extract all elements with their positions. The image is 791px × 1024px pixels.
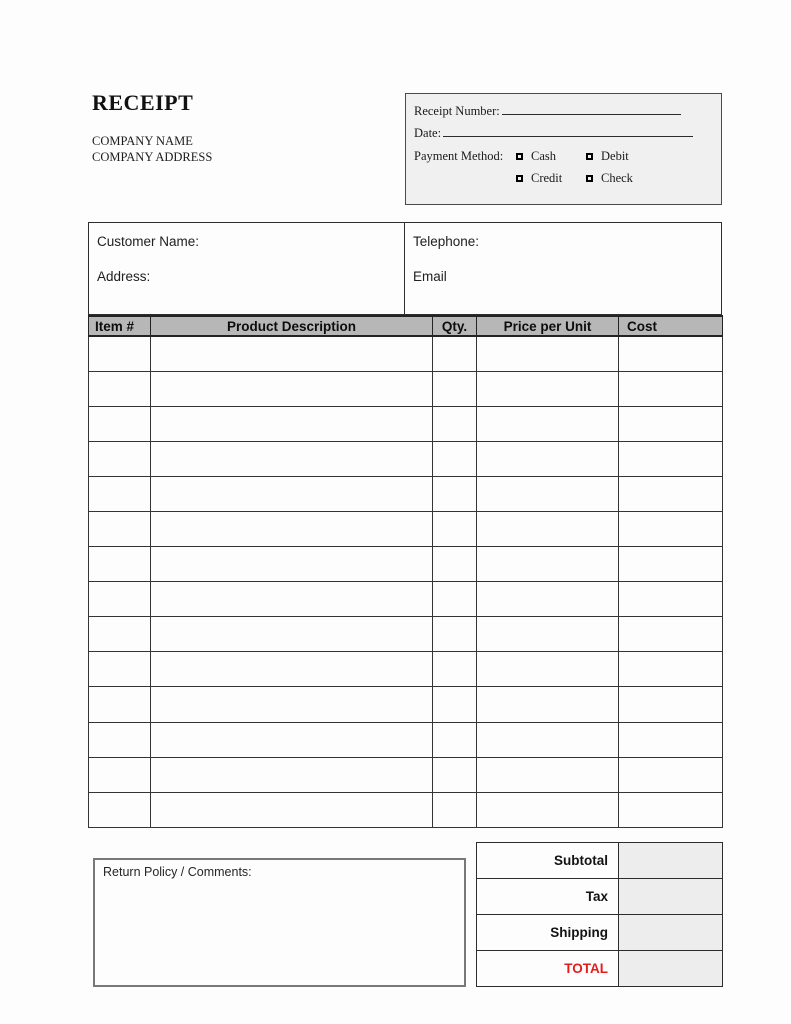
item-row — [89, 371, 723, 406]
item-cell[interactable] — [89, 617, 151, 652]
date-row — [414, 123, 711, 145]
total-label-tax: Tax — [477, 879, 619, 915]
item-cell[interactable] — [619, 757, 723, 792]
debit-label: Debit — [601, 148, 629, 163]
column-header-product-description: Product Description — [151, 316, 433, 336]
payment-option-check — [586, 171, 633, 186]
customer-address-label: Address: — [97, 269, 151, 284]
item-cell[interactable] — [433, 652, 477, 687]
total-label-subtotal: Subtotal — [477, 843, 619, 879]
items-table — [88, 315, 723, 828]
item-cell[interactable] — [89, 722, 151, 757]
totals-row-tax — [477, 879, 723, 915]
total-value-cell[interactable] — [619, 843, 723, 879]
debit-checkbox-icon[interactable] — [586, 153, 593, 160]
item-cell[interactable] — [89, 336, 151, 371]
item-cell[interactable] — [619, 617, 723, 652]
item-cell[interactable] — [151, 652, 433, 687]
item-cell[interactable] — [151, 687, 433, 722]
item-cell[interactable] — [619, 547, 723, 582]
item-cell[interactable] — [89, 441, 151, 476]
item-cell[interactable] — [477, 617, 619, 652]
item-cell[interactable] — [151, 582, 433, 617]
payment-method-row-2 — [414, 167, 711, 189]
item-cell[interactable] — [477, 476, 619, 511]
item-cell[interactable] — [151, 792, 433, 827]
payment-method-label: Payment Method: — [414, 148, 504, 163]
item-cell[interactable] — [433, 792, 477, 827]
receipt-number-row — [414, 101, 711, 123]
item-row — [89, 582, 723, 617]
customer-left-cell[interactable] — [89, 223, 405, 314]
item-cell[interactable] — [433, 582, 477, 617]
item-row — [89, 336, 723, 371]
item-row — [89, 757, 723, 792]
total-value-cell[interactable] — [619, 915, 723, 951]
item-cell[interactable] — [619, 441, 723, 476]
item-cell[interactable] — [433, 371, 477, 406]
item-cell[interactable] — [89, 792, 151, 827]
totals-row-shipping — [477, 915, 723, 951]
item-cell[interactable] — [619, 687, 723, 722]
item-cell[interactable] — [619, 582, 723, 617]
item-cell[interactable] — [151, 336, 433, 371]
item-cell[interactable] — [151, 617, 433, 652]
item-cell[interactable] — [89, 757, 151, 792]
item-cell[interactable] — [433, 617, 477, 652]
item-cell[interactable] — [477, 722, 619, 757]
item-cell[interactable] — [477, 371, 619, 406]
item-cell[interactable] — [619, 511, 723, 546]
page-title: RECEIPT — [92, 90, 194, 115]
company-block — [92, 133, 212, 165]
item-cell[interactable] — [433, 547, 477, 582]
item-row — [89, 476, 723, 511]
item-cell[interactable] — [477, 511, 619, 546]
total-value-cell[interactable] — [619, 879, 723, 915]
credit-label: Credit — [531, 170, 563, 185]
column-header-item-: Item # — [89, 316, 151, 336]
item-cell[interactable] — [89, 547, 151, 582]
check-label: Check — [601, 170, 633, 185]
date-blank-line[interactable] — [443, 123, 693, 137]
item-row — [89, 687, 723, 722]
item-cell[interactable] — [477, 547, 619, 582]
total-label-total: TOTAL — [477, 951, 619, 987]
item-row — [89, 511, 723, 546]
company-address: COMPANY ADDRESS — [92, 150, 213, 164]
item-cell[interactable] — [433, 757, 477, 792]
payment-option-debit — [586, 149, 629, 164]
cash-label: Cash — [531, 148, 556, 163]
email-label: Email — [413, 269, 447, 284]
item-cell[interactable] — [151, 547, 433, 582]
item-row — [89, 652, 723, 687]
customer-name-label: Customer Name: — [97, 234, 200, 249]
item-row — [89, 722, 723, 757]
item-cell[interactable] — [477, 336, 619, 371]
item-row — [89, 406, 723, 441]
item-row — [89, 547, 723, 582]
item-cell[interactable] — [89, 582, 151, 617]
item-cell[interactable] — [151, 511, 433, 546]
totals-row-subtotal — [477, 843, 723, 879]
customer-right-cell[interactable] — [405, 223, 721, 314]
item-cell[interactable] — [433, 406, 477, 441]
telephone-label: Telephone: — [413, 234, 480, 249]
item-cell[interactable] — [477, 582, 619, 617]
item-cell[interactable] — [151, 441, 433, 476]
cash-checkbox-icon[interactable] — [516, 153, 523, 160]
column-header-cost: Cost — [619, 316, 723, 336]
credit-checkbox-icon[interactable] — [516, 175, 523, 182]
check-checkbox-icon[interactable] — [586, 175, 593, 182]
total-value-cell[interactable] — [619, 951, 723, 987]
item-cell[interactable] — [433, 441, 477, 476]
item-cell[interactable] — [433, 687, 477, 722]
comments-label: Return Policy / Comments: — [103, 865, 252, 879]
customer-info-box — [88, 222, 722, 315]
item-cell[interactable] — [89, 406, 151, 441]
item-cell[interactable] — [619, 476, 723, 511]
receipt-info-box — [405, 93, 722, 205]
item-cell[interactable] — [89, 371, 151, 406]
item-cell[interactable] — [151, 476, 433, 511]
item-cell[interactable] — [477, 757, 619, 792]
item-row — [89, 792, 723, 827]
item-cell[interactable] — [619, 722, 723, 757]
payment-option-cash — [516, 149, 586, 164]
item-cell[interactable] — [433, 722, 477, 757]
item-cell[interactable] — [619, 406, 723, 441]
item-cell[interactable] — [433, 476, 477, 511]
total-label-shipping: Shipping — [477, 915, 619, 951]
totals-table — [476, 842, 723, 987]
item-cell[interactable] — [89, 652, 151, 687]
date-label: Date: — [414, 126, 442, 140]
item-cell[interactable] — [151, 722, 433, 757]
receipt-number-label: Receipt Number: — [414, 104, 500, 118]
item-row — [89, 441, 723, 476]
item-cell[interactable] — [89, 476, 151, 511]
item-cell[interactable] — [433, 336, 477, 371]
column-header-qty-: Qty. — [433, 316, 477, 336]
item-cell[interactable] — [151, 371, 433, 406]
item-cell[interactable] — [89, 687, 151, 722]
item-cell[interactable] — [477, 441, 619, 476]
item-cell[interactable] — [477, 792, 619, 827]
item-cell[interactable] — [477, 652, 619, 687]
comments-box[interactable] — [93, 858, 466, 987]
items-header-row — [89, 316, 723, 336]
item-cell[interactable] — [619, 371, 723, 406]
item-row — [89, 617, 723, 652]
item-cell[interactable] — [151, 757, 433, 792]
item-cell[interactable] — [151, 406, 433, 441]
receipt-number-blank-line[interactable] — [502, 101, 681, 115]
company-name: COMPANY NAME — [92, 134, 193, 148]
item-cell[interactable] — [619, 652, 723, 687]
payment-option-credit — [516, 171, 586, 186]
column-header-price-per-unit: Price per Unit — [477, 316, 619, 336]
item-cell[interactable] — [619, 336, 723, 371]
brand-block — [92, 90, 212, 165]
totals-row-total — [477, 951, 723, 987]
item-cell[interactable] — [477, 406, 619, 441]
item-cell[interactable] — [89, 511, 151, 546]
item-cell[interactable] — [619, 792, 723, 827]
payment-method-row-1 — [414, 145, 711, 167]
item-cell[interactable] — [477, 687, 619, 722]
item-cell[interactable] — [433, 511, 477, 546]
